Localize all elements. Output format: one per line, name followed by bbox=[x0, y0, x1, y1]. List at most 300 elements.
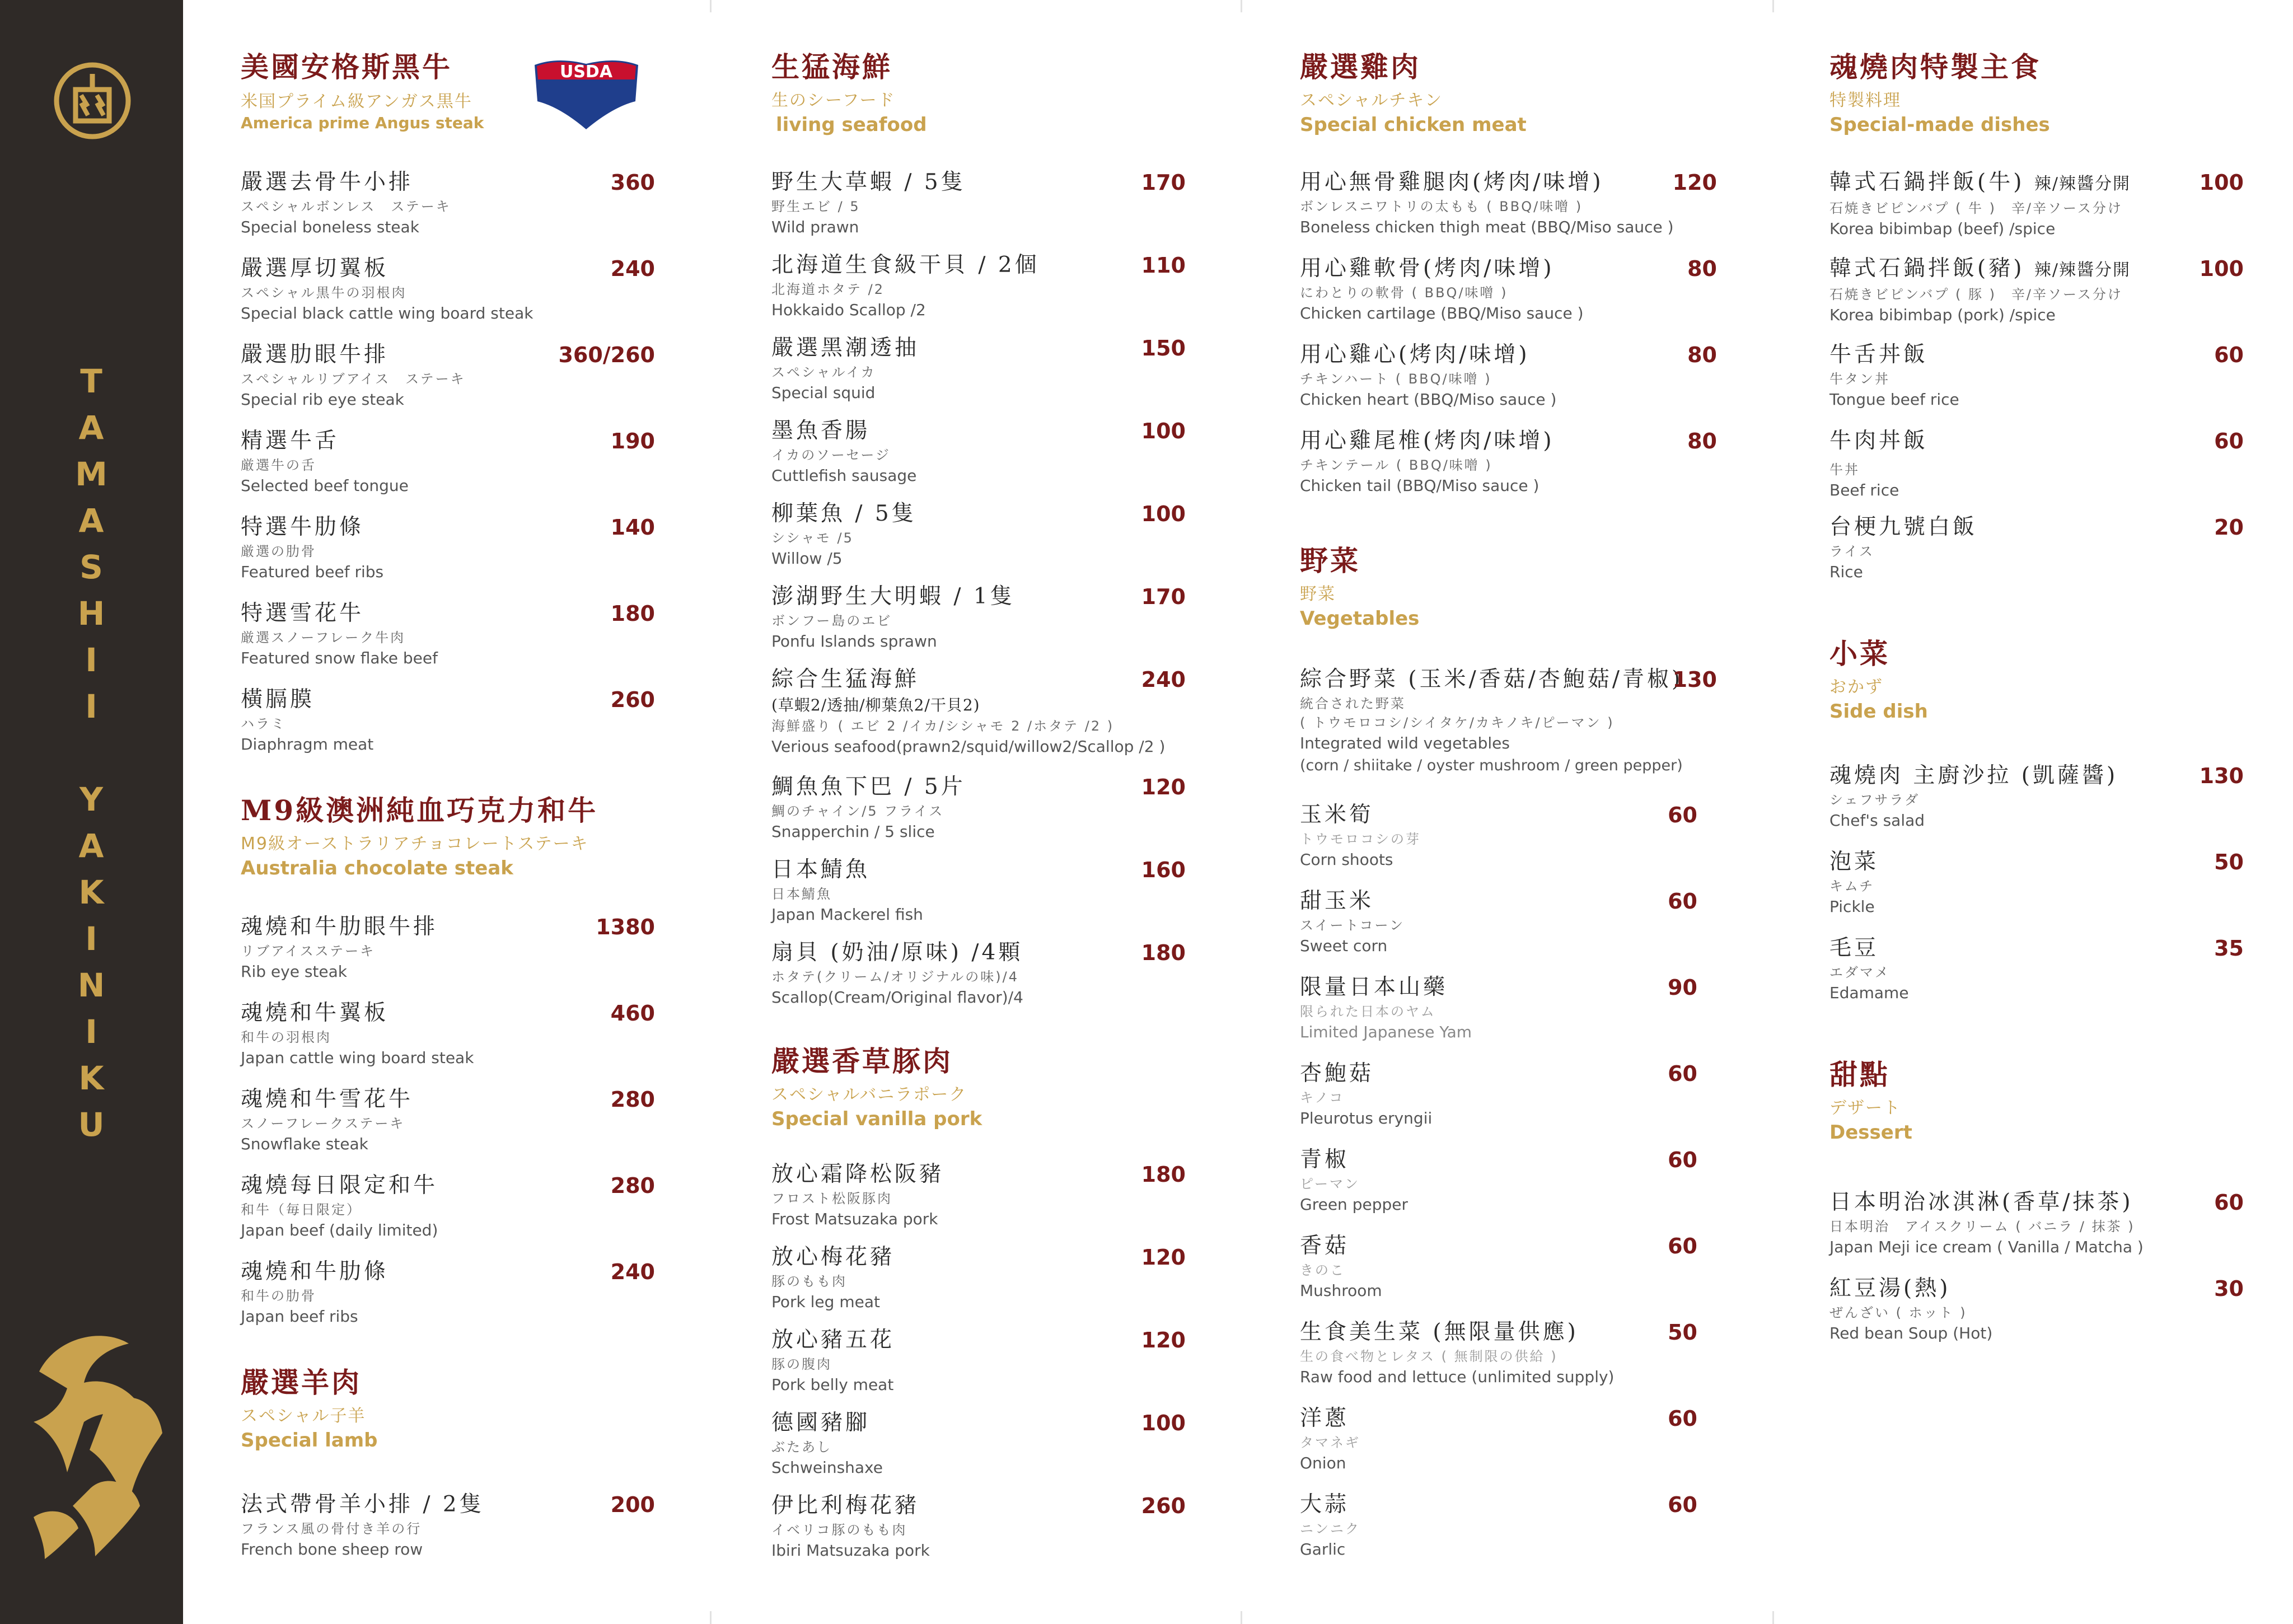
item-name-ja: タマネギ bbox=[1300, 1435, 1360, 1450]
item-price: 30 bbox=[2214, 1276, 2244, 1301]
item-name bbox=[1829, 254, 2244, 285]
item-name-en: Korea bibimbap (beef) /spice bbox=[1829, 219, 2056, 238]
item-spice-note-ja: 辛/辛ソース分け bbox=[2011, 200, 2123, 216]
usda-badge bbox=[529, 54, 644, 132]
menu-item bbox=[771, 1491, 1186, 1562]
brush-calligraphy-logo bbox=[22, 1304, 174, 1567]
section-vegetables bbox=[1300, 544, 1419, 631]
menu-item bbox=[1829, 427, 2244, 502]
brand-letter: I bbox=[85, 1013, 97, 1051]
item-price: 120 bbox=[1672, 170, 1717, 195]
item-name-ja: チキンハート ( BBQ/味噌 ) bbox=[1300, 371, 1492, 387]
item-name-en: Integrated wild vegetables bbox=[1300, 734, 1510, 752]
brand-letter: I bbox=[85, 920, 97, 958]
item-name: 綜合野菜 (玉米/香菇/杏鮑菇/青椒) bbox=[1300, 667, 1683, 692]
item-name-en: Pleurotus eryngii bbox=[1300, 1109, 1433, 1127]
item-name: 扇貝 (奶油/原味) /4顆 bbox=[771, 940, 1023, 965]
section-title-en: America prime Angus steak bbox=[241, 114, 484, 132]
item-name: 綜合生猛海鮮 bbox=[771, 667, 920, 692]
item-name-ja: キノコ bbox=[1300, 1090, 1345, 1106]
item-name-en: Wild prawn bbox=[771, 218, 859, 236]
item-name-en: Garlic bbox=[1300, 1540, 1346, 1559]
item-name-ja bbox=[1829, 285, 2244, 304]
item-name: 德國豬腳 bbox=[771, 1410, 871, 1435]
menu-item bbox=[1829, 340, 2244, 411]
item-price: 60 bbox=[1668, 1148, 1697, 1172]
item-name: 放心梅花豬 bbox=[771, 1244, 895, 1270]
menu-item bbox=[1829, 254, 2244, 326]
brand-letter: Y bbox=[79, 780, 103, 818]
menu-item bbox=[241, 1171, 655, 1242]
item-price: 60 bbox=[1668, 1234, 1697, 1258]
item-name-ja: 牛丼 bbox=[1829, 462, 1860, 478]
item-name-en: Japan Meji ice cream ( Vanilla / Matcha ) bbox=[1829, 1238, 2144, 1256]
item-name-en: Raw food and lettuce (unlimited supply) bbox=[1300, 1368, 1615, 1386]
item-name: 鯛魚魚下巴 / 5片 bbox=[771, 774, 966, 799]
item-name-ja: ぜんざい ( ホット ) bbox=[1829, 1305, 1967, 1321]
item-name: 精選牛舌 bbox=[241, 428, 340, 453]
section-title: 野菜 bbox=[1300, 544, 1360, 577]
item-name-ja: ホタテ(クリーム/オリジナルの味)/4 bbox=[771, 969, 1019, 985]
section-title-en: Side dish bbox=[1829, 700, 1928, 723]
item-name: 魂燒和牛雪花牛 bbox=[241, 1087, 414, 1112]
item-price: 60 bbox=[1668, 1492, 1697, 1517]
item-price: 280 bbox=[610, 1087, 655, 1112]
item-name-text: 韓式石鍋拌飯(豬) bbox=[1829, 256, 2025, 281]
item-name: 毛豆 bbox=[1829, 935, 1879, 961]
item-name: 限量日本山藥 bbox=[1300, 975, 1448, 1000]
brand-sidebar bbox=[0, 0, 183, 1624]
section-chicken bbox=[1300, 50, 1527, 138]
item-name: 泡菜 bbox=[1829, 849, 1879, 874]
item-name-ja: ボンフー島のエビ bbox=[771, 613, 892, 629]
item-name-en: Verious seafood(prawn2/squid/willow2/Scallop /2 ) bbox=[771, 737, 1166, 756]
item-name-text: 韓式石鍋拌飯(牛) bbox=[1829, 170, 2025, 195]
section-main-dishes bbox=[1829, 50, 2050, 138]
item-name-ja: 鯛のチャイン/5 フライス bbox=[771, 803, 944, 819]
menu-item bbox=[241, 254, 655, 325]
menu-item bbox=[771, 773, 1186, 843]
menu-item bbox=[1300, 1145, 1697, 1216]
menu-item bbox=[1829, 761, 2244, 832]
item-name-ja: 和牛（毎日限定） bbox=[241, 1202, 362, 1218]
item-name-ja: シェフサラダ bbox=[1829, 792, 1920, 808]
section-title: 嚴選羊肉 bbox=[241, 1366, 362, 1399]
menu-item bbox=[1300, 1490, 1697, 1561]
item-name: 北海道生食級干貝 / 2個 bbox=[771, 252, 1040, 278]
item-name-ja: スペシャルリブアイス ステーキ bbox=[241, 371, 466, 387]
item-name-en-detail: (corn / shiitake / oyster mushroom / green pepper) bbox=[1300, 757, 1683, 774]
section-title-ja: スペシャルチキン bbox=[1300, 91, 1443, 110]
item-name-ja: 野生エビ / 5 bbox=[771, 199, 860, 214]
item-name-ja: イベリコ豚のもも肉 bbox=[771, 1522, 907, 1538]
item-name-en: Japan Mackerel fish bbox=[771, 905, 923, 924]
section-title-ja: スペシャルバニラポーク bbox=[771, 1085, 967, 1104]
item-name-en: Scallop(Cream/Original flavor)/4 bbox=[771, 988, 1023, 1007]
menu-item bbox=[1300, 1232, 1697, 1302]
item-name-ja: ニンニク bbox=[1300, 1521, 1360, 1537]
menu-item bbox=[241, 912, 655, 983]
item-name-en: Pickle bbox=[1829, 897, 1875, 916]
item-name-en: Rice bbox=[1829, 563, 1863, 581]
item-name-en: Featured beef ribs bbox=[241, 563, 384, 581]
item-name-ja: 牛タン丼 bbox=[1829, 371, 1890, 387]
section-title-en: Special lamb bbox=[241, 1429, 378, 1452]
item-name-ja: 豚のもも肉 bbox=[771, 1274, 847, 1289]
section-title-en: Vegetables bbox=[1300, 607, 1420, 630]
item-name: 香菇 bbox=[1300, 1233, 1350, 1258]
item-name-ja: フランス風の骨付き羊の行 bbox=[241, 1521, 422, 1537]
menu-item bbox=[1829, 1274, 2244, 1345]
section-lamb bbox=[241, 1366, 378, 1453]
item-name-ja: ピーマン bbox=[1300, 1176, 1360, 1192]
item-name-ja: にわとりの軟骨 ( BBQ/味噌 ) bbox=[1300, 285, 1508, 301]
item-name-ja: スペシャル黒牛の羽根肉 bbox=[241, 285, 407, 301]
item-name-ja: 厳選の肋骨 bbox=[241, 544, 316, 559]
item-spice-note-ja: 辛/辛ソース分け bbox=[2011, 287, 2123, 302]
menu-item bbox=[1829, 848, 2244, 918]
item-spice-note: 辣/辣醬分開 bbox=[2034, 260, 2131, 280]
section-title-ja: おかず bbox=[1829, 677, 1883, 697]
item-name: 柳葉魚 / 5隻 bbox=[771, 501, 916, 526]
item-name-ja: 統合された野菜 bbox=[1300, 696, 1406, 712]
menu-item bbox=[1300, 665, 1717, 777]
item-name-ja: 海鮮盛り ( エビ 2 /イカ/シシャモ 2 /ホタテ /2 ) bbox=[771, 718, 1115, 734]
brand-letter: A bbox=[78, 409, 104, 447]
item-name: 嚴選去骨牛小排 bbox=[241, 170, 414, 195]
item-price: 200 bbox=[610, 1492, 655, 1517]
brand-letter: U bbox=[78, 1106, 105, 1144]
item-name-en: Corn shoots bbox=[1300, 850, 1393, 869]
menu-item bbox=[771, 499, 1186, 570]
item-name: 台梗九號白飯 bbox=[1829, 514, 1978, 540]
item-name-en: Japan beef ribs bbox=[241, 1307, 358, 1326]
item-name-ja: 限られた日本のヤム bbox=[1300, 1004, 1436, 1019]
menu-item bbox=[1829, 168, 2244, 240]
section-title-ja: 野菜 bbox=[1300, 584, 1336, 604]
item-price: 180 bbox=[1141, 1162, 1186, 1187]
item-name-ja: スイートコーン bbox=[1300, 918, 1405, 933]
menu-item bbox=[1300, 887, 1697, 957]
item-name-en: Mushroom bbox=[1300, 1281, 1382, 1300]
item-price: 50 bbox=[1668, 1320, 1697, 1345]
item-price: 160 bbox=[1141, 858, 1186, 882]
item-name: 伊比利梅花豬 bbox=[771, 1493, 920, 1518]
menu-item bbox=[771, 168, 1186, 238]
item-price: 100 bbox=[2199, 256, 2244, 281]
item-name: 日本鯖魚 bbox=[771, 857, 871, 882]
item-name-en: Korea bibimbap (pork) /spice bbox=[1829, 306, 2056, 324]
section-wagyu bbox=[241, 794, 598, 881]
item-price: 180 bbox=[610, 601, 655, 626]
menu-item bbox=[771, 855, 1186, 926]
item-name-en: Special rib eye steak bbox=[241, 390, 404, 409]
menu-item bbox=[1300, 254, 1717, 325]
section-title: 生猛海鮮 bbox=[771, 50, 892, 83]
item-name-en: Snapperchin / 5 slice bbox=[771, 822, 935, 841]
item-name-en: Willow /5 bbox=[771, 549, 843, 568]
menu-item bbox=[241, 340, 655, 411]
item-name: 魂燒和牛翼板 bbox=[241, 1000, 389, 1026]
item-name-en: Special squid bbox=[771, 383, 876, 402]
item-name: 洋蔥 bbox=[1300, 1406, 1350, 1431]
item-name-ja: 日本鯖魚 bbox=[771, 886, 832, 902]
section-title: 魂燒肉特製主食 bbox=[1829, 50, 2041, 83]
menu-item bbox=[241, 513, 655, 583]
item-name-en: Cuttlefish sausage bbox=[771, 466, 917, 485]
item-price: 140 bbox=[610, 515, 655, 540]
menu-item bbox=[1829, 513, 2244, 583]
restaurant-logo-icon bbox=[53, 62, 132, 140]
item-price: 60 bbox=[2214, 1190, 2244, 1215]
item-price: 1380 bbox=[596, 915, 655, 939]
item-price: 360/260 bbox=[558, 343, 655, 367]
item-name-ja: 厳選スノーフレーク牛肉 bbox=[241, 630, 406, 645]
item-price: 100 bbox=[2199, 170, 2244, 195]
usda-label: USDA bbox=[559, 62, 613, 82]
item-name-en: Featured snow flake beef bbox=[241, 649, 438, 667]
section-title-ja: 特製料理 bbox=[1829, 91, 1901, 110]
brand-letter: M bbox=[75, 455, 107, 493]
item-name-en: Diaphragm meat bbox=[241, 735, 374, 754]
item-name: 生食美生菜 (無限量供應) bbox=[1300, 1319, 1579, 1345]
menu-item bbox=[1300, 1059, 1697, 1130]
menu-item bbox=[1300, 427, 1717, 497]
item-price: 80 bbox=[1687, 256, 1717, 281]
item-name: 嚴選肋眼牛排 bbox=[241, 342, 389, 367]
item-name-en: Chicken heart (BBQ/Miso sauce ) bbox=[1300, 390, 1557, 409]
item-name-ja: 和牛の肋骨 bbox=[241, 1288, 316, 1304]
section-title-en: Special chicken meat bbox=[1300, 114, 1527, 136]
section-title-en: Special vanilla pork bbox=[771, 1108, 982, 1130]
menu-item bbox=[1300, 168, 1717, 238]
section-dessert bbox=[1829, 1058, 1912, 1145]
item-price: 80 bbox=[1687, 343, 1717, 367]
section-title-ja: 生のシーフード bbox=[771, 91, 896, 110]
item-name-ja-text: 石焼きビピンバプ ( 牛 ) bbox=[1829, 200, 1996, 216]
section-side-dish bbox=[1829, 637, 1928, 724]
menu-item bbox=[1300, 801, 1697, 871]
item-name: 用心雞軟骨(烤肉/味增) bbox=[1300, 256, 1555, 281]
item-name-en: Ibiri Matsuzaka pork bbox=[771, 1541, 930, 1560]
menu-item bbox=[241, 168, 655, 238]
item-price: 100 bbox=[1141, 1411, 1186, 1435]
item-price: 190 bbox=[610, 429, 655, 453]
section-title: 嚴選雞肉 bbox=[1300, 50, 1421, 83]
menu-item bbox=[771, 1160, 1186, 1230]
item-name-ja: ライス bbox=[1829, 544, 1875, 559]
brand-letter: N bbox=[77, 966, 105, 1004]
item-price: 20 bbox=[2214, 515, 2244, 540]
item-name-ja: キムチ bbox=[1829, 878, 1875, 894]
section-title-en: Special-made dishes bbox=[1829, 114, 2050, 136]
item-price: 120 bbox=[1141, 775, 1186, 799]
item-name-en: Pork belly meat bbox=[771, 1375, 894, 1394]
item-name: 玉米筍 bbox=[1300, 802, 1374, 827]
menu-item bbox=[241, 1490, 655, 1561]
item-name-ja: チキンテール ( BBQ/味噌 ) bbox=[1300, 457, 1492, 473]
item-price: 50 bbox=[2214, 850, 2244, 874]
item-price: 60 bbox=[1668, 889, 1697, 914]
item-name: 青椒 bbox=[1300, 1147, 1350, 1172]
menu-item bbox=[1300, 973, 1697, 1043]
item-name-en: Limited Japanese Yam bbox=[1300, 1023, 1472, 1041]
brand-letter: H bbox=[77, 595, 105, 633]
item-name: 橫膈膜 bbox=[241, 687, 315, 712]
menu-item bbox=[771, 1326, 1186, 1396]
section-seafood bbox=[771, 50, 927, 138]
item-name-ja: 日本明治 アイスクリーム ( バニラ / 抹茶 ) bbox=[1829, 1219, 2135, 1234]
brand-letter: A bbox=[78, 502, 104, 540]
section-title-en: Dessert bbox=[1829, 1121, 1912, 1144]
item-name-en: Sweet corn bbox=[1300, 937, 1388, 955]
item-price: 80 bbox=[1687, 429, 1717, 453]
item-name-ja: イカのソーセージ bbox=[771, 447, 891, 463]
item-price: 130 bbox=[2199, 764, 2244, 788]
item-name-ja: きのこ bbox=[1300, 1262, 1345, 1278]
item-name: 特選牛肋條 bbox=[241, 514, 364, 540]
item-name-en: Tongue beef rice bbox=[1829, 390, 1959, 409]
brand-letter: K bbox=[78, 873, 104, 911]
item-name-ja: シシャモ /5 bbox=[771, 530, 854, 546]
item-name-en: Pork leg meat bbox=[771, 1293, 880, 1311]
item-name-en: Japan beef (daily limited) bbox=[241, 1221, 438, 1239]
item-name: 放心豬五花 bbox=[771, 1327, 895, 1352]
item-price: 280 bbox=[610, 1173, 655, 1198]
section-pork bbox=[771, 1045, 982, 1132]
menu-item bbox=[771, 1243, 1186, 1313]
section-title-ja: デザート bbox=[1829, 1098, 1901, 1118]
item-name-ja: スペシャルボンレス ステーキ bbox=[241, 199, 451, 214]
section-title: 甜點 bbox=[1829, 1058, 1890, 1091]
item-name: 特選雪花牛 bbox=[241, 601, 364, 626]
item-name-ja: 豚の腹肉 bbox=[771, 1356, 832, 1372]
item-name-en: French bone sheep row bbox=[241, 1540, 423, 1559]
item-name-en: Snowflake steak bbox=[241, 1135, 368, 1153]
item-name: 杏鮑菇 bbox=[1300, 1061, 1374, 1086]
item-name-en: Boneless chicken thigh meat (BBQ/Miso sauce ) bbox=[1300, 218, 1674, 236]
item-name: 魂燒每日限定和牛 bbox=[241, 1173, 438, 1198]
menu-item bbox=[241, 1257, 655, 1328]
menu-item bbox=[1829, 1188, 2244, 1258]
section-angus bbox=[241, 50, 484, 133]
item-name-en: Beef rice bbox=[1829, 481, 1899, 499]
brand-letter: K bbox=[78, 1059, 104, 1097]
section-title-ja: M9級オーストラリアチョコレートステーキ bbox=[241, 834, 589, 854]
item-name: 嚴選厚切翼板 bbox=[241, 256, 389, 281]
item-price: 100 bbox=[1141, 419, 1186, 443]
item-price: 180 bbox=[1141, 940, 1186, 965]
menu-item bbox=[1300, 1404, 1697, 1475]
item-price: 170 bbox=[1141, 170, 1186, 195]
menu-item bbox=[1300, 1318, 1697, 1388]
section-title-en: Australia chocolate steak bbox=[241, 857, 513, 879]
item-name-ja bbox=[1829, 199, 2244, 218]
item-name-ja: 生の食べ物とレタス ( 無制限の供給 ) bbox=[1300, 1349, 1558, 1364]
item-name: 魂燒和牛肋眼牛排 bbox=[241, 914, 438, 939]
item-price: 100 bbox=[1141, 502, 1186, 526]
item-name-ja: 北海道ホタテ /2 bbox=[771, 282, 885, 297]
item-price: 260 bbox=[1141, 1494, 1186, 1518]
menu-item bbox=[241, 685, 655, 756]
menu-item bbox=[1829, 934, 2244, 1004]
section-title: 美國安格斯黑牛 bbox=[241, 50, 452, 83]
item-name: 日本明治冰淇淋(香草/抹茶) bbox=[1829, 1190, 2133, 1215]
section-title-ja: 米国プライム級アンガス黒牛 bbox=[241, 92, 472, 111]
item-spice-note: 辣/辣醬分開 bbox=[2034, 174, 2131, 194]
menu-item bbox=[771, 938, 1186, 1009]
item-name-en: Frost Matsuzaka pork bbox=[771, 1210, 938, 1228]
section-title-ja: スペシャル子羊 bbox=[241, 1406, 366, 1426]
item-name-en: Special boneless steak bbox=[241, 218, 419, 236]
item-name: 魂燒肉 主廚沙拉 (凱薩醬) bbox=[1829, 763, 2118, 788]
menu-item bbox=[771, 582, 1186, 653]
item-price: 60 bbox=[2214, 343, 2244, 367]
item-price: 260 bbox=[610, 687, 655, 712]
menu-item bbox=[771, 1408, 1186, 1479]
item-name-en: Edamame bbox=[1829, 984, 1909, 1002]
brand-letter: I bbox=[85, 687, 97, 726]
item-name-ja: リブアイスステーキ bbox=[241, 943, 376, 959]
item-name-en: Onion bbox=[1300, 1454, 1346, 1472]
item-name-ja: エダマメ bbox=[1829, 965, 1890, 980]
item-name-en: Chicken cartilage (BBQ/Miso sauce ) bbox=[1300, 304, 1584, 322]
item-price: 110 bbox=[1141, 253, 1186, 278]
item-name-en: Rib eye steak bbox=[241, 962, 347, 981]
item-name: 魂燒和牛肋條 bbox=[241, 1259, 389, 1284]
item-price: 240 bbox=[1141, 667, 1186, 692]
item-name: 大蒜 bbox=[1300, 1492, 1350, 1517]
item-price: 60 bbox=[1668, 1406, 1697, 1431]
item-name: 放心霜降松阪豬 bbox=[771, 1162, 944, 1187]
item-name-en: Red bean Soup (Hot) bbox=[1829, 1324, 1993, 1342]
menu-item bbox=[771, 665, 1186, 758]
item-name-en: Selected beef tongue bbox=[241, 476, 409, 495]
item-name: 野生大草蝦 / 5隻 bbox=[771, 170, 966, 195]
item-name: 墨魚香腸 bbox=[771, 418, 871, 443]
item-name-ja: ぶたあし bbox=[771, 1439, 832, 1455]
item-price: 170 bbox=[1141, 584, 1186, 609]
item-price: 90 bbox=[1668, 975, 1697, 1000]
section-title: 小菜 bbox=[1829, 637, 1890, 670]
item-price: 120 bbox=[1141, 1245, 1186, 1270]
item-name: 甜玉米 bbox=[1300, 888, 1374, 914]
item-price: 360 bbox=[610, 170, 655, 195]
item-name-ja: 厳選牛の舌 bbox=[241, 457, 316, 473]
item-name: 紅豆湯(熱) bbox=[1829, 1276, 1951, 1301]
item-price: 60 bbox=[1668, 803, 1697, 827]
item-price: 130 bbox=[1672, 667, 1717, 692]
section-title: M9級澳洲純血巧克力和牛 bbox=[241, 794, 598, 827]
item-price: 60 bbox=[1668, 1061, 1697, 1086]
item-name: 用心無骨雞腿肉(烤肉/味增) bbox=[1300, 170, 1604, 195]
menu-item bbox=[771, 334, 1186, 404]
item-name: 法式帶骨羊小排 / 2隻 bbox=[241, 1492, 484, 1517]
menu-item bbox=[771, 251, 1186, 321]
item-detail: (草蝦2/透抽/柳葉魚2/干貝2) bbox=[771, 696, 980, 714]
menu-item bbox=[241, 999, 655, 1069]
menu-item bbox=[241, 427, 655, 497]
menu-item bbox=[241, 1085, 655, 1155]
item-price: 60 bbox=[2214, 429, 2244, 453]
section-title-en: living seafood bbox=[776, 114, 927, 136]
item-name: 用心雞心(烤肉/味增) bbox=[1300, 342, 1530, 367]
item-name-ja: フロスト松阪豚肉 bbox=[771, 1191, 892, 1206]
item-name-en: Special black cattle wing board steak bbox=[241, 304, 534, 322]
brand-letter: S bbox=[79, 548, 103, 586]
item-name: 澎湖野生大明蝦 / 1隻 bbox=[771, 584, 1015, 609]
item-name-ja-text: 石焼きビピンバプ ( 豚 ) bbox=[1829, 287, 1996, 302]
